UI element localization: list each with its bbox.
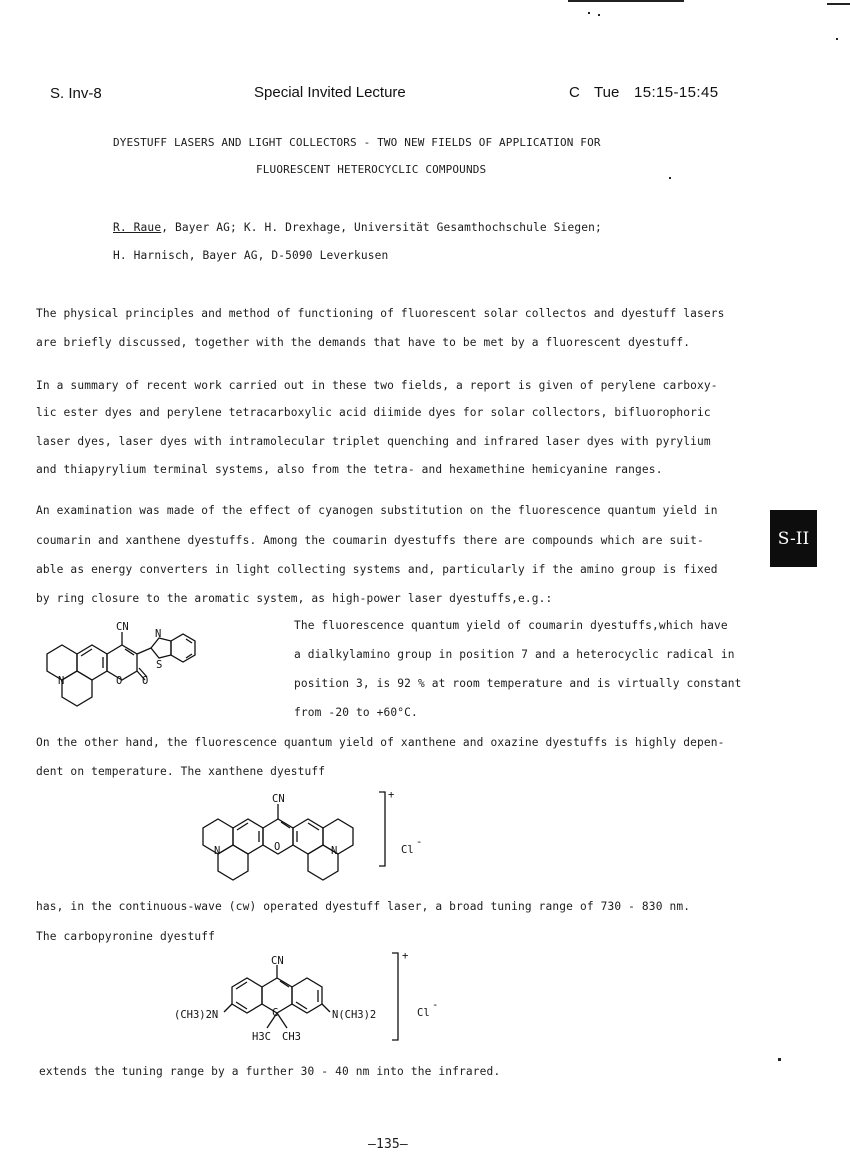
body-line: The fluorescence quantum yield of coumarin dyestuffs,which have	[294, 619, 728, 632]
nitrogen-label: N	[331, 845, 338, 857]
ring-bond	[151, 638, 171, 658]
nitrogen-label: N	[214, 845, 221, 857]
cyano-label: CN	[271, 955, 284, 967]
scan-mark	[827, 3, 850, 5]
body-line: by ring closure to the aromatic system, as high-power laser dyestuffs,e.g.:	[36, 592, 553, 605]
body-line: The physical principles and method of functioning of fluorescent solar collectos and dyestuff lasers	[36, 307, 725, 320]
oxygen-label: O	[274, 841, 281, 853]
presenter-name: R. Raue	[113, 221, 162, 234]
body-line: position 3, is 92 % at room temperature and is virtually constant	[294, 677, 742, 690]
session-type: Special Invited Lecture	[254, 84, 406, 101]
body-line: has, in the continuous-wave (cw) operated dyestuff laser, a broad tuning range of 730 - 830 nm.	[36, 900, 691, 913]
authors-line2: H. Harnisch, Bayer AG, D-5090 Leverkusen	[113, 249, 389, 262]
methyl-right: CH3	[282, 1031, 301, 1043]
scan-speck	[669, 177, 671, 179]
body-line: lic ester dyes and perylene tetracarboxylic acid diimide dyes for solar collectors, bifluorophoric	[36, 406, 711, 419]
page-number: —135—	[368, 1137, 408, 1152]
nitrogen-label: N	[155, 628, 162, 640]
body-line: are briefly discussed, together with the demands that have to be met by a fluorescent dyestuff.	[36, 336, 691, 349]
scan-speck	[588, 12, 590, 14]
charge-label: +	[388, 789, 395, 801]
carbon-label: C	[272, 1007, 279, 1019]
body-line: from -20 to +60°C.	[294, 706, 418, 719]
charge-label: +	[402, 950, 409, 962]
scan-speck	[836, 38, 838, 40]
body-line: laser dyes, laser dyes with intramolecular triplet quenching and infrared laser dyes with pyrylium	[36, 435, 711, 448]
authors-line1-rest: , Bayer AG; K. H. Drexhage, Universität Gesamthochschule Siegen;	[161, 221, 602, 234]
section-tab: S-II	[770, 510, 817, 567]
scan-mark	[568, 0, 684, 2]
scan-speck	[598, 14, 600, 16]
counterion-label: Cl	[417, 1007, 430, 1019]
day: Tue	[594, 84, 620, 101]
carbonyl-oxygen-label: O	[142, 675, 149, 687]
authors-line1	[113, 221, 602, 234]
body-line: On the other hand, the fluorescence quantum yield of xanthene and oxazine dyestuffs is highly depen-	[36, 736, 725, 749]
oxygen-label: O	[116, 675, 123, 687]
room: C	[569, 84, 580, 101]
body-line: and thiapyrylium terminal systems, also from the tetra- and hexamethine hemicyanine ranges.	[36, 463, 663, 476]
scan-speck	[778, 1058, 781, 1061]
cyano-label: CN	[116, 621, 129, 633]
counterion-charge: -	[416, 836, 423, 848]
sulfur-label: S	[156, 659, 163, 671]
cyano-label: CN	[272, 793, 285, 805]
body-line: able as energy converters in light collecting systems and, particularly if the amino group is fixed	[36, 563, 718, 576]
nitrogen-label: N	[58, 675, 65, 687]
xanthene-structure	[196, 788, 436, 883]
counterion-label: Cl	[401, 844, 414, 856]
body-line: The carbopyronine dyestuff	[36, 930, 216, 943]
body-line: dent on temperature. The xanthene dyestuff	[36, 765, 326, 778]
ring-bond	[62, 671, 92, 706]
dimethylamino-right: N(CH3)2	[332, 1009, 377, 1021]
carbopyronine-structure	[172, 950, 442, 1050]
methyl-left: H3C	[252, 1031, 271, 1043]
body-line: a dialkylamino group in position 7 and a heterocyclic radical in	[294, 648, 735, 661]
counterion-charge: -	[432, 999, 439, 1011]
paper-title-line1: DYESTUFF LASERS AND LIGHT COLLECTORS - TWO NEW FIELDS OF APPLICATION FOR	[113, 136, 601, 149]
paper-title-line2: FLUORESCENT HETEROCYCLIC COMPOUNDS	[256, 163, 487, 176]
time-slot: 15:15-15:45	[634, 84, 719, 101]
coumarin-structure	[40, 618, 220, 708]
session-code: S. Inv-8	[50, 85, 102, 102]
body-line: In a summary of recent work carried out in these two fields, a report is given of perylene carboxy-	[36, 379, 718, 392]
body-line: coumarin and xanthene dyestuffs. Among the coumarin dyestuffs there are compounds which are suit-	[36, 534, 704, 547]
ring-bond	[171, 634, 195, 662]
dimethylamino-left: (CH3)2N	[174, 1009, 219, 1021]
body-line: An examination was made of the effect of cyanogen substitution on the fluorescence quantum yield in	[36, 504, 718, 517]
body-line: extends the tuning range by a further 30 - 40 nm into the infrared.	[39, 1065, 501, 1078]
